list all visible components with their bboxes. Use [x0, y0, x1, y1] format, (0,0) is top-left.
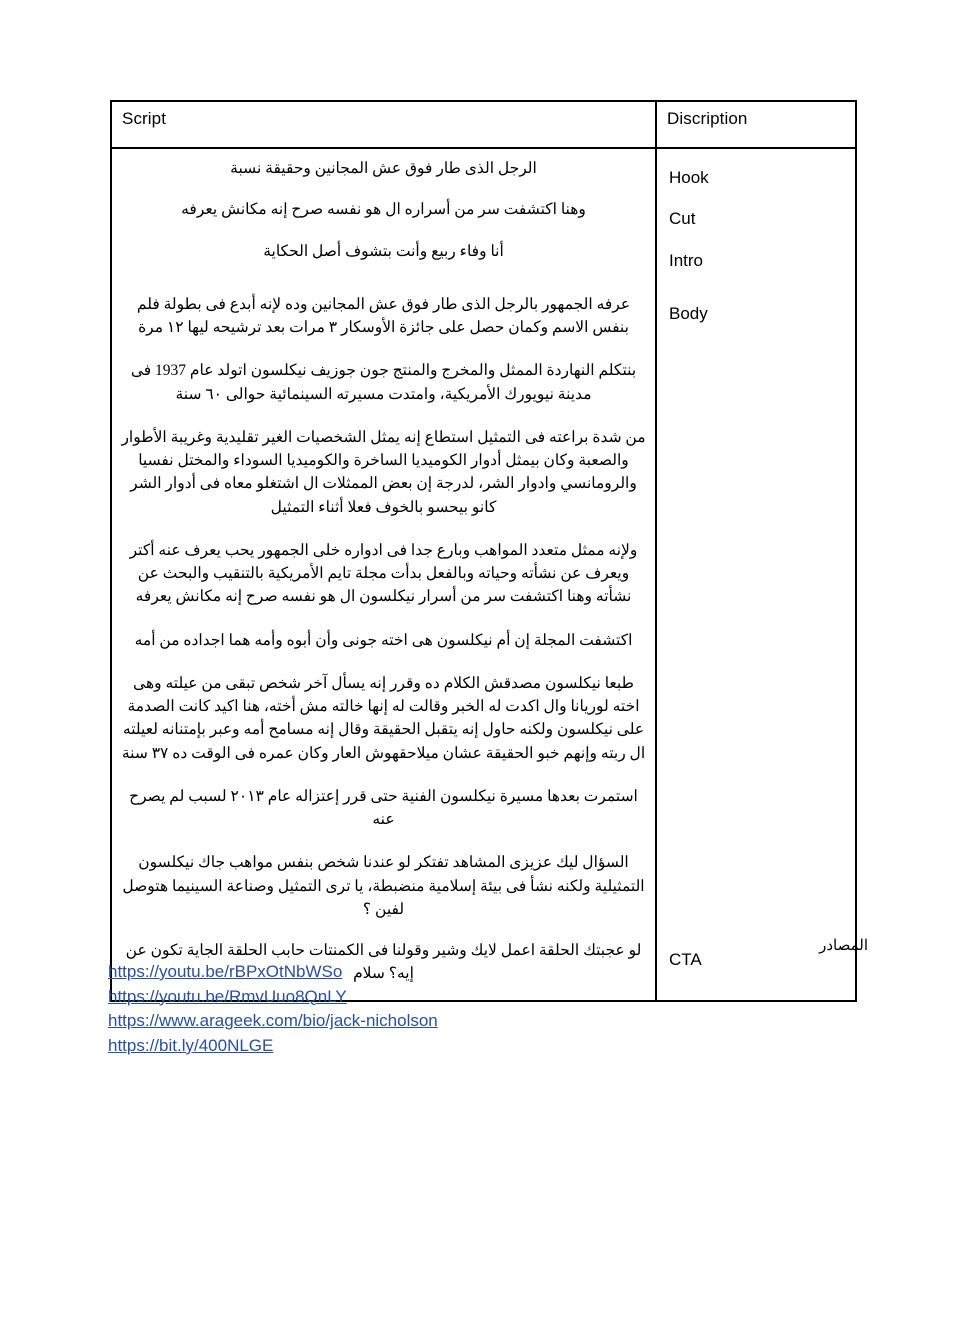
script-paragraph: استمرت بعدها مسيرة نيكلسون الفنية حتى قرر إعتزاله عام ٢٠١٣ لسبب لم يصرح عنه — [129, 787, 638, 828]
script-paragraph: الرجل الذى طار فوق عش المجانين وحقيقة نسبة — [230, 160, 537, 177]
description-label-intro: Intro — [669, 250, 704, 270]
script-paragraph: من شدة براعته فى التمثيل استطاع إنه يمثل الشخصيات الغير تقليدية وغريبة الأطوار والصعبة وكان بيمثل أدوار الكوميديا الساخرة والكوميديا السوداء والمختل نفسيا والرومانسي وادوار الشر، لدرجة إن بعض الممثلات ال اشتغلو معاه فى أدوار الشر كانو بيحسو بالخوف فعلا أثناء التمثيل — [121, 428, 646, 516]
table-body — [111, 148, 856, 1001]
sources-label: المصادر — [819, 938, 868, 954]
script-block — [120, 198, 647, 221]
source-link[interactable]: https://youtu.be/rBPxOtNbWSo — [108, 962, 343, 981]
source-link[interactable]: https://www.arageek.com/bio/jack-nicholson — [108, 1011, 438, 1031]
script-paragraph: طبعا نيكلسون مصدقش الكلام ده وقرر إنه يسأل آخر شخص تبقى من عيلته وهى اخته لوريانا وال اكدت له الخبر وقالت له إنها خالته مش أخته، هنا اكيد كانت الصدمة على نيكلسون ولكنه حاول إنه يتقبل الحقيقة وقال إنه مسامح أمه وعبر بإمتنانه لعيلته ال ربته وإنهم خبو الحقيقة عشان ميلاحقهوش العار وكان عمره فى الوقت ده ٣٧ سنة — [121, 674, 646, 762]
script-block — [120, 240, 647, 263]
script-paragraph: بنتكلم النهاردة الممثل والمخرج والمنتج جون جوزيف نيكلسون اتولد عام 1937 فى مدينة نيويورك الأمريكية، وامتدت مسيرته السينمائية حوالى ٦٠ سنة — [130, 362, 637, 403]
description-label-hook: Hook — [669, 168, 709, 187]
sources-link-list — [108, 960, 438, 1059]
script-block — [120, 293, 647, 921]
script-column-cell — [111, 148, 656, 1001]
source-link[interactable]: https://bit.ly/400NLGE — [108, 1035, 274, 1055]
script-paragraph: عرفه الجمهور بالرجل الذى طار فوق عش المجانين وده لإنه أبدع فى بطولة فلم بنفس الاسم وكمان حصل على جائزة الأوسكار ٣ مرات بعد ترشيحه ليها ١٢ مرة — [136, 295, 631, 336]
column-header-script: Script — [111, 101, 656, 148]
table-header — [111, 101, 856, 148]
script-paragraph: ولإنه ممثل متعدد المواهب وبارع جدا فى ادواره خلى الجمهور يحب يعرف عنه أكتر ويعرف عن نشأته وحياته وبالفعل بدأت مجلة تايم الأمريكية بالتنقيب والبحث عن نشأته وهنا اكتشفت سر من أسرار نيكلسون ال هو نفسه صرح إنه مكانش يعرفه — [129, 541, 638, 606]
script-paragraph: السؤال ليك عزيزى المشاهد تفتكر لو عندنا شخص بنفس مواهب جاك نيكلسون التمثيلية ولكنه نشأ فى بيئة إسلامية منضبطة، يا ترى التمثيل وصناعة السينيما هتوصل لفين ؟ — [122, 854, 645, 918]
script-table — [110, 100, 857, 1002]
description-label-cut: Cut — [669, 209, 696, 229]
column-header-description: Discription — [656, 101, 856, 148]
script-block — [120, 157, 647, 180]
script-paragraph: أنا وفاء ربيع وأنت بتشوف أصل الحكاية — [263, 242, 504, 260]
table-row — [111, 148, 856, 1001]
script-paragraph: وهنا اكتشفت سر من أسراره ال هو نفسه صرح إنه مكانش يعرفه — [181, 201, 586, 219]
script-paragraph-stack — [112, 149, 655, 1000]
script-paragraph: لو عجبتك الحلقة اعمل لايك وشير وقولنا فى الكمنتات حابب الحلقة الجاية تكون عن إيه؟ سلام — [125, 942, 642, 983]
script-paragraph: اكتشفت المجلة إن أم نيكلسون هى اخته جونى وأن أبوه وأمه هما اجداده من أمه — [134, 631, 633, 649]
description-label-cta: CTA — [669, 950, 702, 969]
description-label-body: Body — [669, 303, 708, 323]
table-header-row — [111, 101, 856, 148]
source-link[interactable]: https://youtu.be/RmvUuo8QnLY — [108, 986, 347, 1006]
description-column-cell — [656, 148, 856, 1001]
